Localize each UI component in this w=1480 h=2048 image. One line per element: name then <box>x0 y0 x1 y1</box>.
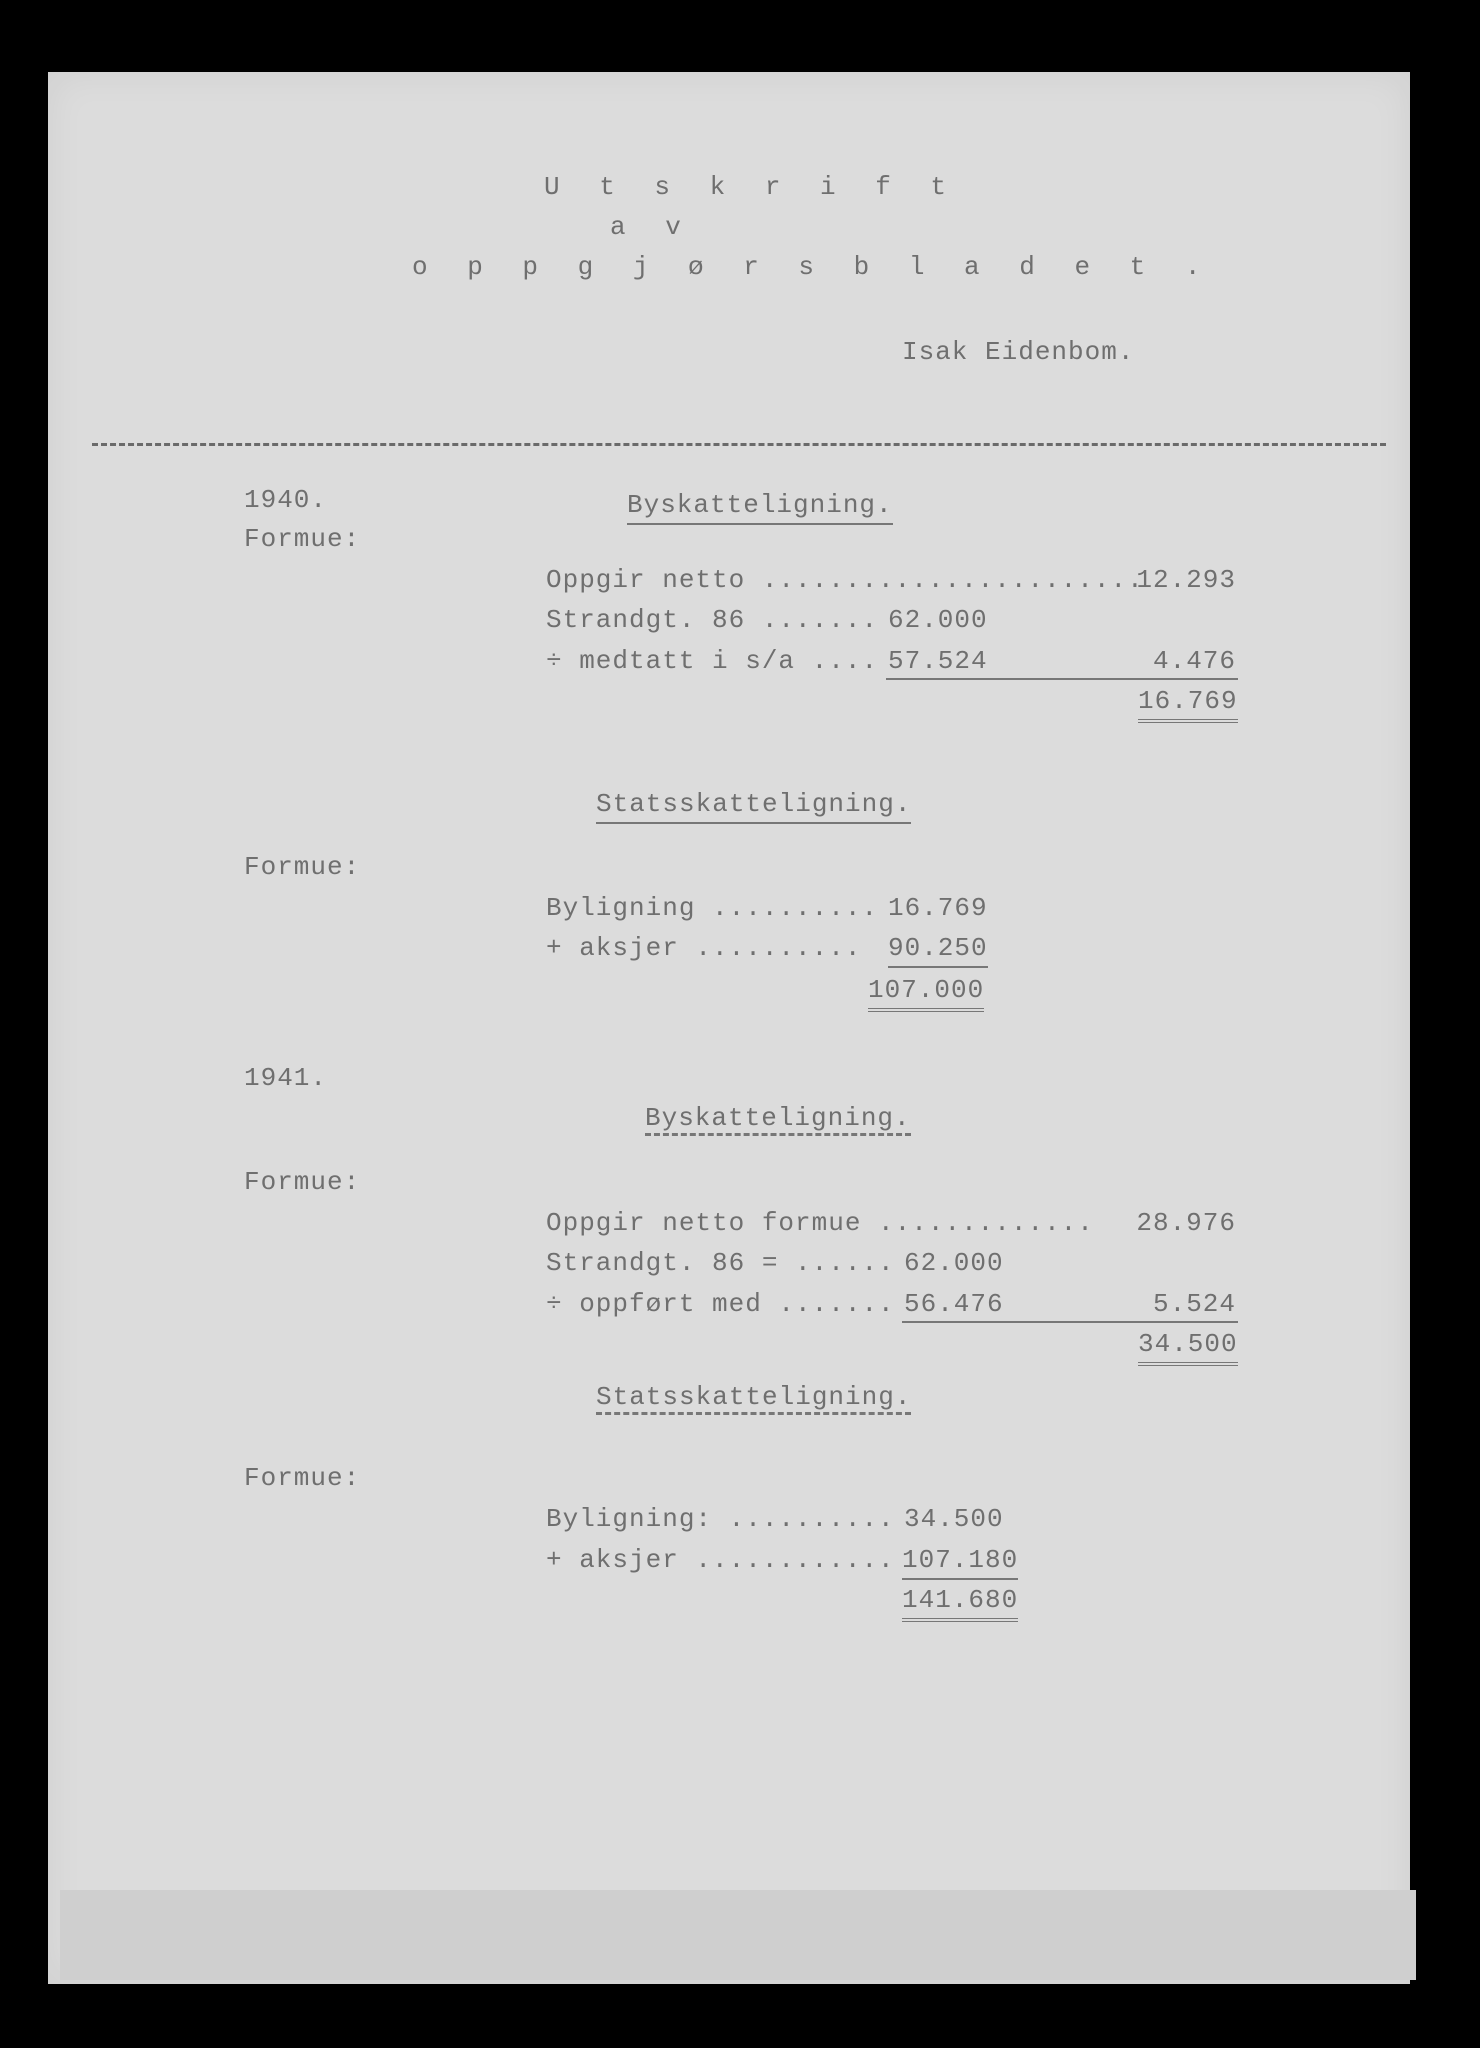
formue-label-1941-stat: Formue: <box>244 1463 361 1493</box>
row-aksjer-1941-value: 107.180 <box>902 1545 1018 1580</box>
formue-label-1941-by: Formue: <box>244 1167 361 1197</box>
row-strandgt-1941-value: 62.000 <box>904 1248 1004 1278</box>
row-byligning-1941-value: 34.500 <box>904 1504 1004 1534</box>
heading-statsskatt-1941: Statsskatteligning. <box>596 1382 911 1415</box>
row-oppfort-1941-text: ÷ oppført med ....... <box>546 1289 895 1319</box>
row-strandgt-1940-value: 62.000 <box>888 605 988 635</box>
row-aksjer-1941-text: + aksjer ............ <box>546 1545 895 1575</box>
year-1940: 1940. <box>244 485 328 515</box>
person-name: Isak Eidenbom. <box>902 337 1135 367</box>
paper-bottom-edge <box>60 1890 1416 1980</box>
row-strandgt-1941-text: Strandgt. 86 = ...... <box>546 1248 895 1278</box>
formue-label-1940-stat: Formue: <box>244 852 361 882</box>
row-strandgt-1940-text: Strandgt. 86 ....... <box>546 605 879 635</box>
total-statsskatt-1940: 107.000 <box>868 975 984 1012</box>
subtotal-rule-1940 <box>886 678 1238 680</box>
heading-byskatt-1940: Byskatteligning. <box>627 490 893 525</box>
row-oppgir-netto-1940-value: 12.293 <box>1136 565 1236 595</box>
row-aksjer-1940-text: + aksjer .......... <box>546 933 862 963</box>
total-byskatt-1941: 34.500 <box>1138 1329 1238 1366</box>
row-oppgir-netto-1941-text: Oppgir netto formue ............. <box>546 1208 1094 1238</box>
row-aksjer-1940-value: 90.250 <box>888 933 988 968</box>
paper-sheet <box>48 72 1410 1984</box>
row-byligning-1940-text: Byligning .......... <box>546 893 879 923</box>
heading-byskatt-1941: Byskatteligning. <box>645 1103 911 1136</box>
row-oppfort-1941-value: 5.524 <box>1152 1289 1236 1319</box>
title-line-2: a v <box>610 212 693 242</box>
row-medtatt-1940-text: ÷ medtatt i s/a .... <box>546 646 879 676</box>
total-byskatt-1940: 16.769 <box>1138 686 1238 723</box>
dashed-divider <box>92 443 1386 446</box>
title-line-3: o p p g j ø r s b l a d e t . <box>412 252 1213 282</box>
subtotal-rule-1941 <box>902 1321 1238 1323</box>
formue-label-1940-by: Formue: <box>244 524 361 554</box>
row-byligning-1941-text: Byligning: .......... <box>546 1504 895 1534</box>
total-statsskatt-1941: 141.680 <box>902 1585 1018 1622</box>
row-medtatt-1940-value: 4.476 <box>1152 646 1236 676</box>
row-oppgir-netto-1941-value: 28.976 <box>1136 1208 1236 1238</box>
row-byligning-1940-value: 16.769 <box>888 893 988 923</box>
row-oppgir-netto-1940-text: Oppgir netto ....................... <box>546 565 1144 595</box>
year-1941: 1941. <box>244 1063 328 1093</box>
title-line-1: U t s k r i f t <box>544 172 959 202</box>
row-medtatt-1940-sub: 57.524 <box>888 646 988 676</box>
row-oppfort-1941-sub: 56.476 <box>904 1289 1004 1319</box>
heading-statsskatt-1940: Statsskatteligning. <box>596 789 911 824</box>
